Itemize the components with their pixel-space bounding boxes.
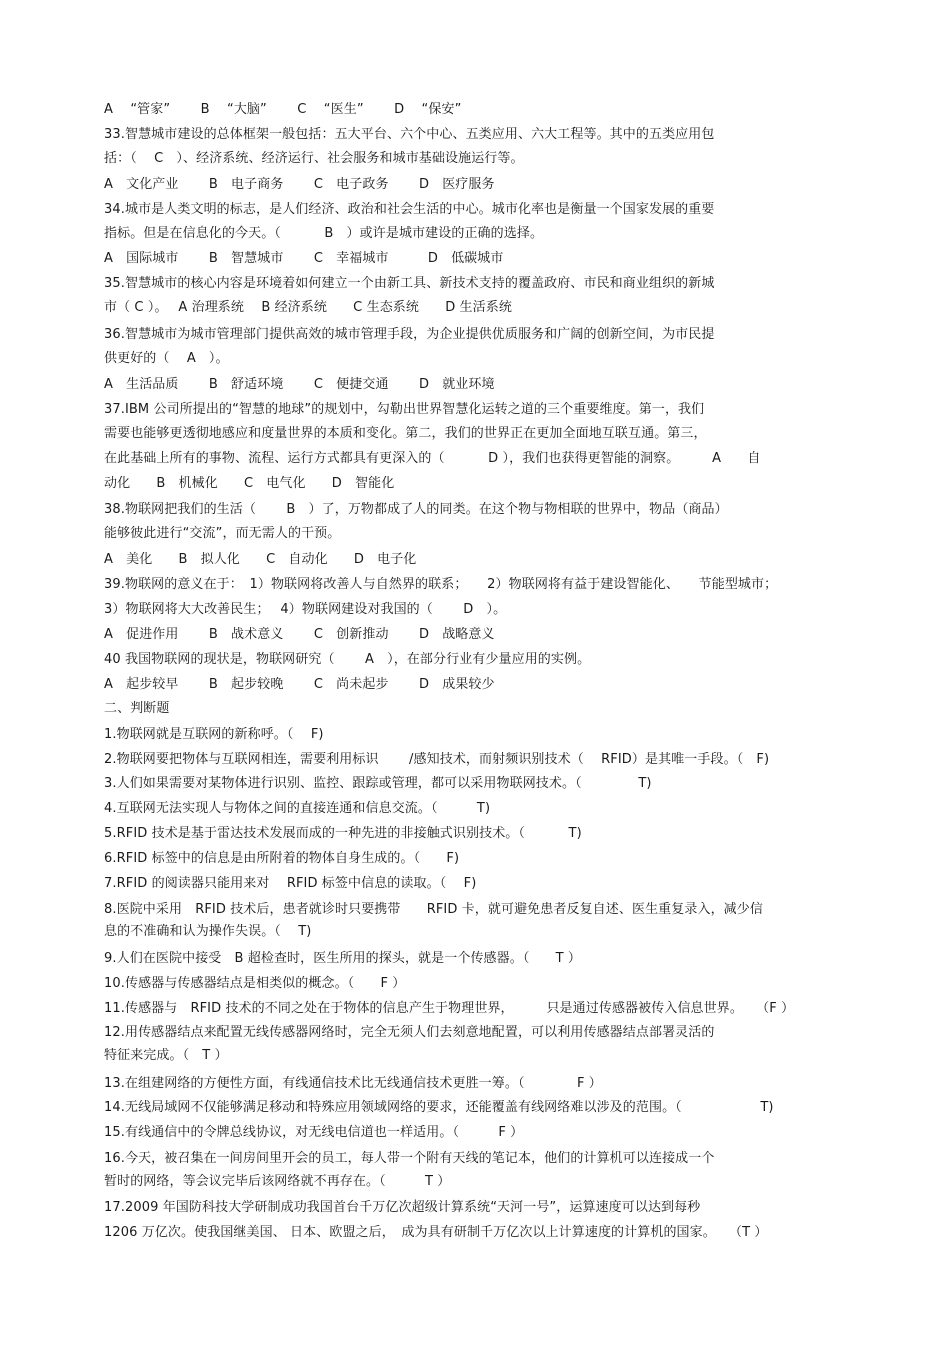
- tf-question-4: 4.互联网无法实现人与物体之间的直接连通和信息交流。（ T): [104, 801, 491, 816]
- question-40-line-1: 40 我国物联网的现状是，物联网研究（ A ），在部分行业有少量应用的实例。: [104, 652, 591, 667]
- question-37-line-4: 动化 B 机械化 C 电气化 D 智能化: [104, 476, 395, 491]
- option-line-q39: A 促进作用 B 战术意义 C 创新推动 D 战略意义: [104, 627, 495, 642]
- question-39-line-2: 3）物联网将大大改善民生； 4）物联网建设对我国的（ D ）。: [104, 602, 507, 617]
- tf-question-15: 15.有线通信中的令牌总线协议，对无线电信道也一样适用。（ F ）: [104, 1125, 524, 1140]
- tf-question-10: 10.传感器与传感器结点是相类似的概念。（ F ）: [104, 976, 406, 991]
- question-37-line-1: 37.IBM 公司所提出的“智慧的地球”的规划中，勾勒出世界智慧化运转之道的三个重要维度。第一，我们: [104, 402, 705, 417]
- tf-question-17-line-1: 17.2009 年国防科技大学研制成功我国首台千万亿次超级计算系统“天河一号”，运算速度可以达到每秒: [104, 1200, 701, 1215]
- tf-question-9: 9.人们在医院中接受 B 超检查时，医生所用的探头，就是一个传感器。（ T ）: [104, 951, 582, 966]
- question-33-line-2: 括：（ C ）、经济系统、经济运行、社会服务和城市基础设施运行等。: [104, 151, 524, 166]
- question-37-line-3: 在此基础上所有的事物、流程、运行方式都具有更深入的（ D ），我们也获得更智能的洞察。 A 自: [104, 451, 761, 466]
- option-line-q34: A 国际城市 B 智慧城市 C 幸福城市 D 低碳城市: [104, 251, 504, 266]
- section-heading-true-false: 二、判断题: [104, 701, 170, 716]
- question-37-line-2: 需要也能够更透彻地感应和度量世界的本质和变化。第二，我们的世界正在更加全面地互联互通。第三，: [104, 426, 707, 441]
- option-line-q32: A “管家” B “大脑” C “医生” D “保安”: [104, 102, 462, 117]
- question-33-line-1: 33.智慧城市建设的总体框架一般包括：五大平台、六个中心、五类应用、六大工程等。其中的五类应用包: [104, 127, 715, 142]
- tf-question-6: 6.RFID 标签中的信息是由所附着的物体自身生成的。（ F): [104, 851, 460, 866]
- tf-question-11: 11.传感器与 RFID 技术的不同之处在于物体的信息产生于物理世界， 只是通过传感器被传入信息世界。 （F ）: [104, 1001, 795, 1016]
- tf-question-14: 14.无线局域网不仅能够满足移动和特殊应用领域网络的要求，还能覆盖有线网络难以涉及的范围。（ T): [104, 1100, 774, 1115]
- question-36-line-1: 36.智慧城市为城市管理部门提供高效的城市管理手段，为企业提供优质服务和广阔的创新空间，为市民提: [104, 327, 715, 342]
- tf-question-16-line-2: 暂时的网络，等会议完毕后该网络就不再存在。（ T ）: [104, 1174, 451, 1189]
- tf-question-7: 7.RFID 的阅读器只能用来对 RFID 标签中信息的读取。（ F): [104, 876, 477, 891]
- tf-question-8-line-2: 息的不准确和认为操作失误。（ T): [104, 924, 312, 939]
- option-line-q33: A 文化产业 B 电子商务 C 电子政务 D 医疗服务: [104, 177, 495, 192]
- question-38-line-2: 能够彼此进行“交流”，而无需人的干预。: [104, 526, 341, 541]
- tf-question-5: 5.RFID 技术是基于雷达技术发展而成的一种先进的非接触式识别技术。（ T): [104, 826, 582, 841]
- tf-question-2: 2.物联网要把物体与互联网相连，需要利用标识 /感知技术，而射频识别技术（ RFID）是其唯一手段。（ F): [104, 752, 770, 767]
- question-39-line-1: 39.物联网的意义在于： 1）物联网将改善人与自然界的联系； 2）物联网将有益于建设智能化、 节能型城市；: [104, 577, 778, 592]
- option-line-q40: A 起步较早 B 起步较晚 C 尚未起步 D 成果较少: [104, 677, 495, 692]
- tf-question-17-line-2: 1206 万亿次。使我国继美国、 日本、欧盟之后， 成为具有研制千万亿次以上计算速度的计算机的国家。 （T ）: [104, 1225, 768, 1240]
- question-38-line-1: 38.物联网把我们的生活（ B ）了，万物都成了人的同类。在这个物与物相联的世界中，物品（商品）: [104, 502, 728, 517]
- tf-question-12-line-1: 12.用传感器结点来配置无线传感器网络时，完全无须人们去刻意地配置，可以利用传感器结点部署灵活的: [104, 1025, 715, 1040]
- question-34-line-1: 34.城市是人类文明的标志，是人们经济、政治和社会生活的中心。城市化率也是衡量一个国家发展的重要: [104, 202, 715, 217]
- tf-question-8-line-1: 8.医院中采用 RFID 技术后，患者就诊时只要携带 RFID 卡，就可避免患者反复自述、医生重复录入，减少信: [104, 902, 763, 917]
- question-35-line-2: 市（ C ）。 A 治理系统 B 经济系统 C 生态系统 D 生活系统: [104, 300, 512, 315]
- question-35-line-1: 35.智慧城市的核心内容是环境着如何建立一个由新工具、新技术支持的覆盖政府、市民和商业组织的新城: [104, 276, 715, 291]
- question-36-line-2: 供更好的（ A ）。: [104, 351, 229, 366]
- question-34-line-2: 指标。但是在信息化的今天。（ B ）或许是城市建设的正确的选择。: [104, 226, 544, 241]
- tf-question-12-line-2: 特征来完成。（ T ）: [104, 1048, 228, 1063]
- tf-question-3: 3.人们如果需要对某物体进行识别、监控、跟踪或管理，都可以采用物联网技术。（ T): [104, 776, 652, 791]
- option-line-q36: A 生活品质 B 舒适环境 C 便捷交通 D 就业环境: [104, 377, 495, 392]
- option-line-q38: A 美化 B 拟人化 C 自动化 D 电子化: [104, 552, 417, 567]
- tf-question-13: 13.在组建网络的方便性方面，有线通信技术比无线通信技术更胜一筹。（ F ）: [104, 1076, 602, 1091]
- tf-question-16-line-1: 16.今天，被召集在一间房间里开会的员工，每人带一个附有天线的笔记本，他们的计算机可以连接成一个: [104, 1151, 715, 1166]
- tf-question-1: 1.物联网就是互联网的新称呼。（ F): [104, 727, 324, 742]
